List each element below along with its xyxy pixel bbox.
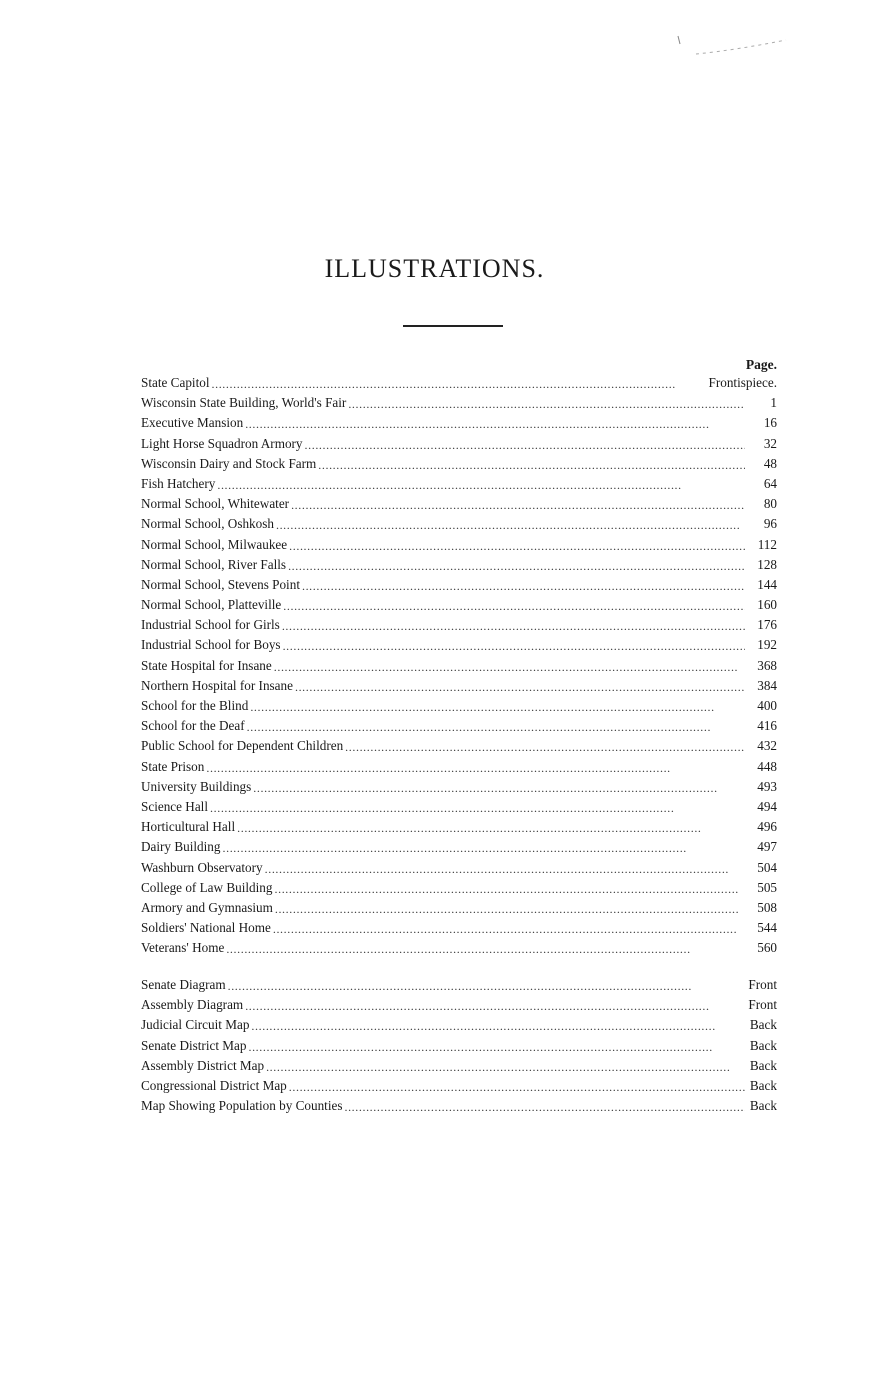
map-label: Senate District Map bbox=[141, 1037, 247, 1053]
page-column-header: Page. bbox=[745, 357, 777, 372]
dot-leader bbox=[210, 800, 745, 813]
entry-page: 368 bbox=[757, 657, 777, 673]
list-item bbox=[141, 977, 777, 997]
dot-leader bbox=[223, 840, 746, 853]
dot-leader bbox=[251, 1018, 745, 1031]
dot-leader bbox=[318, 457, 745, 470]
entry-label: Fish Hatchery bbox=[141, 475, 216, 491]
illustrations-list bbox=[141, 375, 777, 960]
entry-page: 1 bbox=[770, 395, 777, 411]
dot-leader bbox=[295, 679, 745, 692]
list-item bbox=[141, 718, 777, 738]
list-item bbox=[141, 799, 777, 819]
entry-label: Industrial School for Girls bbox=[141, 617, 280, 633]
entry-page: 32 bbox=[763, 435, 777, 451]
dot-leader bbox=[266, 1059, 745, 1072]
dot-leader bbox=[245, 998, 744, 1011]
dot-leader bbox=[275, 881, 746, 894]
entry-label: Washburn Observatory bbox=[141, 859, 263, 875]
map-location: Back bbox=[749, 1077, 777, 1093]
dot-leader bbox=[265, 861, 745, 874]
entry-page: 496 bbox=[757, 819, 777, 835]
list-item bbox=[141, 997, 777, 1017]
entry-label: Normal School, Milwaukee bbox=[141, 536, 288, 552]
title-divider bbox=[403, 325, 503, 327]
entry-page: 497 bbox=[757, 839, 777, 855]
entry-page: 160 bbox=[757, 597, 777, 613]
entry-label: Soldiers' National Home bbox=[141, 920, 271, 936]
list-item bbox=[141, 597, 777, 617]
entry-label: Industrial School for Boys bbox=[141, 637, 281, 653]
entry-label: University Buildings bbox=[141, 778, 252, 794]
entry-page: 416 bbox=[757, 718, 777, 734]
list-item bbox=[141, 1098, 777, 1118]
list-item bbox=[141, 456, 777, 476]
maps-list bbox=[141, 977, 777, 1118]
list-item bbox=[141, 617, 777, 637]
dot-leader bbox=[206, 760, 745, 773]
entry-page: 48 bbox=[763, 455, 777, 471]
list-item bbox=[141, 759, 777, 779]
dot-leader bbox=[217, 477, 745, 490]
list-item bbox=[141, 557, 777, 577]
list-item bbox=[141, 637, 777, 657]
entry-page: 448 bbox=[757, 758, 777, 774]
list-item bbox=[141, 658, 777, 678]
list-item bbox=[141, 900, 777, 920]
entry-label: Public School for Dependent Children bbox=[141, 738, 344, 754]
entry-label: Wisconsin State Building, World's Fair bbox=[141, 395, 347, 411]
entry-page: 494 bbox=[757, 798, 777, 814]
map-label: Judicial Circuit Map bbox=[141, 1017, 250, 1033]
entry-page: 96 bbox=[763, 516, 777, 532]
dot-leader bbox=[247, 719, 745, 732]
page-title: ILLUSTRATIONS. bbox=[324, 254, 545, 283]
entry-label: State Hospital for Insane bbox=[141, 657, 272, 673]
entry-label: School for the Deaf bbox=[141, 718, 245, 734]
dot-leader bbox=[288, 558, 745, 571]
entry-label: Light Horse Squadron Armory bbox=[141, 435, 303, 451]
entry-page: 128 bbox=[757, 556, 777, 572]
entry-label: Dairy Building bbox=[141, 839, 221, 855]
map-label: Congressional District Map bbox=[141, 1077, 287, 1093]
map-location: Front bbox=[748, 997, 777, 1013]
entry-page: 64 bbox=[763, 475, 777, 491]
dot-leader bbox=[275, 901, 745, 914]
dot-leader bbox=[237, 820, 745, 833]
entry-page: 505 bbox=[757, 879, 777, 895]
scan-artifact-mark bbox=[676, 32, 796, 62]
entry-label: Normal School, Oshkosh bbox=[141, 516, 274, 532]
entry-label: Wisconsin Dairy and Stock Farm bbox=[141, 455, 317, 471]
dot-leader bbox=[345, 739, 745, 752]
dot-leader bbox=[276, 517, 745, 530]
dot-leader bbox=[291, 497, 745, 510]
list-item bbox=[141, 1038, 777, 1058]
entry-label: School for the Blind bbox=[141, 698, 249, 713]
dot-leader bbox=[273, 921, 745, 934]
entry-label: Normal School, Platteville bbox=[141, 597, 282, 613]
entry-page: 176 bbox=[757, 617, 777, 633]
entry-page: 432 bbox=[757, 738, 777, 754]
entry-label: Executive Mansion bbox=[141, 415, 244, 431]
list-item bbox=[141, 920, 777, 940]
list-item bbox=[141, 577, 777, 597]
dot-leader bbox=[302, 578, 745, 591]
list-item bbox=[141, 819, 777, 839]
entry-page: 384 bbox=[757, 677, 777, 693]
list-item bbox=[141, 839, 777, 859]
list-item bbox=[141, 415, 777, 435]
list-item bbox=[141, 375, 777, 395]
dot-leader bbox=[348, 396, 745, 409]
entry-label: Veterans' Home bbox=[141, 940, 225, 956]
entry-label: Normal School, River Falls bbox=[141, 556, 287, 572]
entry-label: Normal School, Stevens Point bbox=[141, 576, 300, 592]
dot-leader bbox=[283, 638, 745, 651]
entry-page: 508 bbox=[757, 899, 777, 915]
entry-label: Science Hall bbox=[141, 798, 209, 814]
dot-leader bbox=[245, 416, 745, 429]
dot-leader bbox=[282, 618, 745, 631]
map-location: Back bbox=[749, 1098, 777, 1114]
list-item bbox=[141, 537, 777, 557]
dot-leader bbox=[283, 598, 745, 611]
entry-label: Horticultural Hall bbox=[141, 819, 236, 835]
list-item bbox=[141, 1058, 777, 1078]
entry-page: 493 bbox=[757, 778, 777, 794]
list-item bbox=[141, 476, 777, 496]
entry-page: 112 bbox=[757, 536, 777, 552]
entry-label: Northern Hospital for Insane bbox=[141, 677, 293, 693]
list-item bbox=[141, 496, 777, 516]
list-item bbox=[141, 860, 777, 880]
dot-leader bbox=[226, 941, 745, 954]
list-item bbox=[141, 516, 777, 536]
entry-page: 544 bbox=[757, 920, 777, 936]
dot-leader bbox=[228, 978, 745, 991]
map-location: Front bbox=[748, 977, 777, 992]
list-item bbox=[141, 1017, 777, 1037]
entry-page: Frontispiece. bbox=[708, 375, 777, 390]
entry-label: State Prison bbox=[141, 758, 205, 774]
list-item bbox=[141, 940, 777, 960]
map-location: Back bbox=[749, 1057, 777, 1073]
dot-leader bbox=[289, 1079, 745, 1092]
map-location: Back bbox=[749, 1017, 777, 1033]
entry-page: 192 bbox=[757, 637, 777, 653]
dot-leader bbox=[305, 437, 745, 450]
entry-page: 400 bbox=[757, 698, 777, 713]
list-item bbox=[141, 436, 777, 456]
entry-label: College of Law Building bbox=[141, 879, 273, 895]
list-item bbox=[141, 395, 777, 415]
dot-leader bbox=[274, 659, 745, 672]
entry-page: 504 bbox=[757, 859, 777, 875]
dot-leader bbox=[212, 376, 705, 389]
map-label: Senate Diagram bbox=[141, 977, 226, 992]
list-item bbox=[141, 738, 777, 758]
list-item bbox=[141, 880, 777, 900]
dot-leader bbox=[344, 1099, 745, 1112]
entry-page: 144 bbox=[757, 576, 777, 592]
entry-label: Armory and Gymnasium bbox=[141, 899, 273, 915]
map-location: Back bbox=[749, 1037, 777, 1053]
list-item bbox=[141, 698, 777, 718]
entry-label: State Capitol bbox=[141, 375, 210, 390]
map-label: Assembly District Map bbox=[141, 1057, 265, 1073]
list-item bbox=[141, 678, 777, 698]
list-item bbox=[141, 779, 777, 799]
list-item bbox=[141, 1078, 777, 1098]
dot-leader bbox=[250, 699, 745, 712]
entry-page: 560 bbox=[757, 940, 777, 956]
map-label: Map Showing Population by Counties bbox=[141, 1098, 343, 1114]
dot-leader bbox=[289, 538, 745, 551]
map-label: Assembly Diagram bbox=[141, 997, 244, 1013]
entry-label: Normal School, Whitewater bbox=[141, 496, 290, 512]
entry-page: 16 bbox=[763, 415, 777, 431]
entry-page: 80 bbox=[763, 496, 777, 512]
dot-leader bbox=[253, 780, 745, 793]
dot-leader bbox=[248, 1039, 745, 1052]
